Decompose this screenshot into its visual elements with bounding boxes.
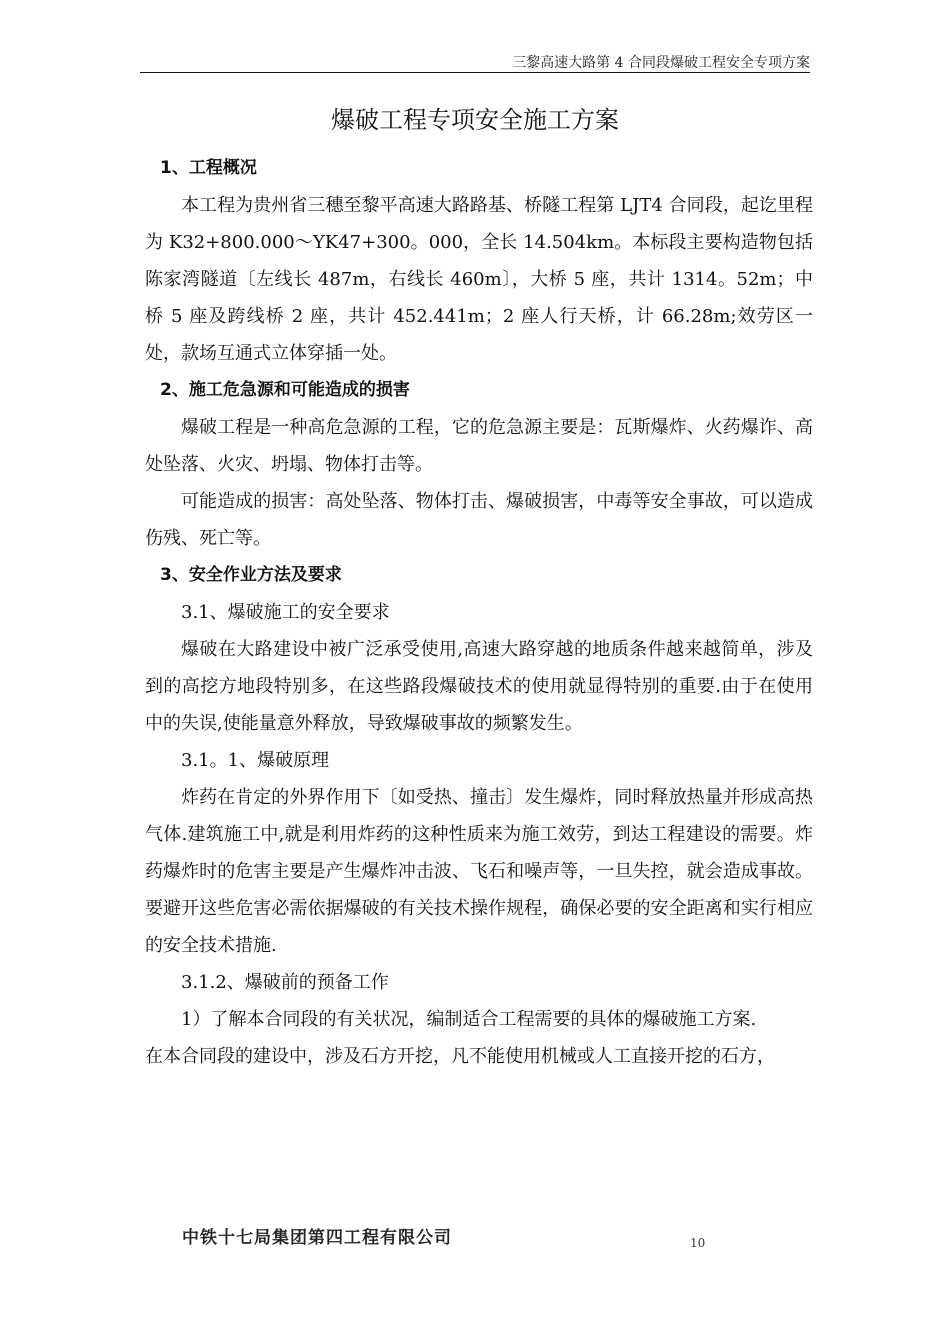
section-3-1-1-heading: 3.1。1、爆破原理 [181, 750, 330, 771]
section-3-1-1-paragraph: 炸药在肯定的外界作用下〔如受热、撞击〕发生爆炸，同时释放热量并形成高热气体.建筑施工中,就是利用炸药的这种性质来为施工效劳，到达工程建设的需要。炸药爆炸时的危害主要是产生爆炸冲击波、飞石和噪声等，一旦失控，就会造成事故。要避开这些危害必需依据爆破的有关技术操作规程，确保必要的安全距离和实行相应的安全技术措施. [145, 787, 813, 956]
section-1-paragraph: 本工程为贵州省三穗至黎平高速大路路基、桥隧工程第 LJT4 合同段，起讫里程为 K32+800.000～YK47+300。000，全长 14.504km。本标段主要构造物包括陈家湾隧道〔左线长 487m，右线长 460m〕，大桥 5 座，共计 1314。52m；中桥 5 座及跨线桥 2 座，共计 452.441m；2 座人行天桥，计 66.28m;效劳区一处，款场互通式立体穿插一处。 [145, 195, 813, 364]
page-number: 10 [690, 1236, 706, 1250]
section-3-1-heading: 3.1、爆破施工的安全要求 [181, 602, 390, 623]
section-1-heading: 1、工程概况 [160, 158, 257, 178]
document-body [145, 150, 813, 1075]
header-divider [140, 72, 810, 73]
footer-company-name: 中铁十七局集团第四工程有限公司 [182, 1228, 452, 1248]
page-title: 爆破工程专项安全施工方案 [331, 106, 619, 134]
section-2-paragraph-1: 爆破工程是一种高危急源的工程，它的危急源主要是：瓦斯爆炸、火药爆诈、高处坠落、火灾、坍塌、物体打击等。 [145, 417, 813, 475]
section-3-1-2-item-1-continuation: 在本合同段的建设中，涉及石方开挖，凡不能使用机械或人工直接开挖的石方， [145, 1046, 775, 1067]
section-2-paragraph-2: 可能造成的损害：高处坠落、物体打击、爆破损害，中毒等安全事故，可以造成伤残、死亡等。 [145, 491, 813, 549]
section-3-heading: 3、安全作业方法及要求 [160, 565, 342, 585]
section-3-1-2-item-1: 1）了解本合同段的有关状况，编制适合工程需要的具体的爆破施工方案. [181, 1009, 757, 1030]
running-header: 三黎高速大路第 4 合同段爆破工程安全专项方案 [512, 55, 810, 71]
section-2-heading: 2、施工危急源和可能造成的损害 [160, 380, 410, 400]
section-3-1-2-heading: 3.1.2、爆破前的预备工作 [181, 972, 389, 993]
section-3-1-paragraph: 爆破在大路建设中被广泛承受使用,高速大路穿越的地质条件越来越简单，涉及到的高挖方地段特别多，在这些路段爆破技术的使用就显得特别的重要.由于在使用中的失误,使能量意外释放，导致爆破事故的频繁发生。 [145, 639, 813, 734]
